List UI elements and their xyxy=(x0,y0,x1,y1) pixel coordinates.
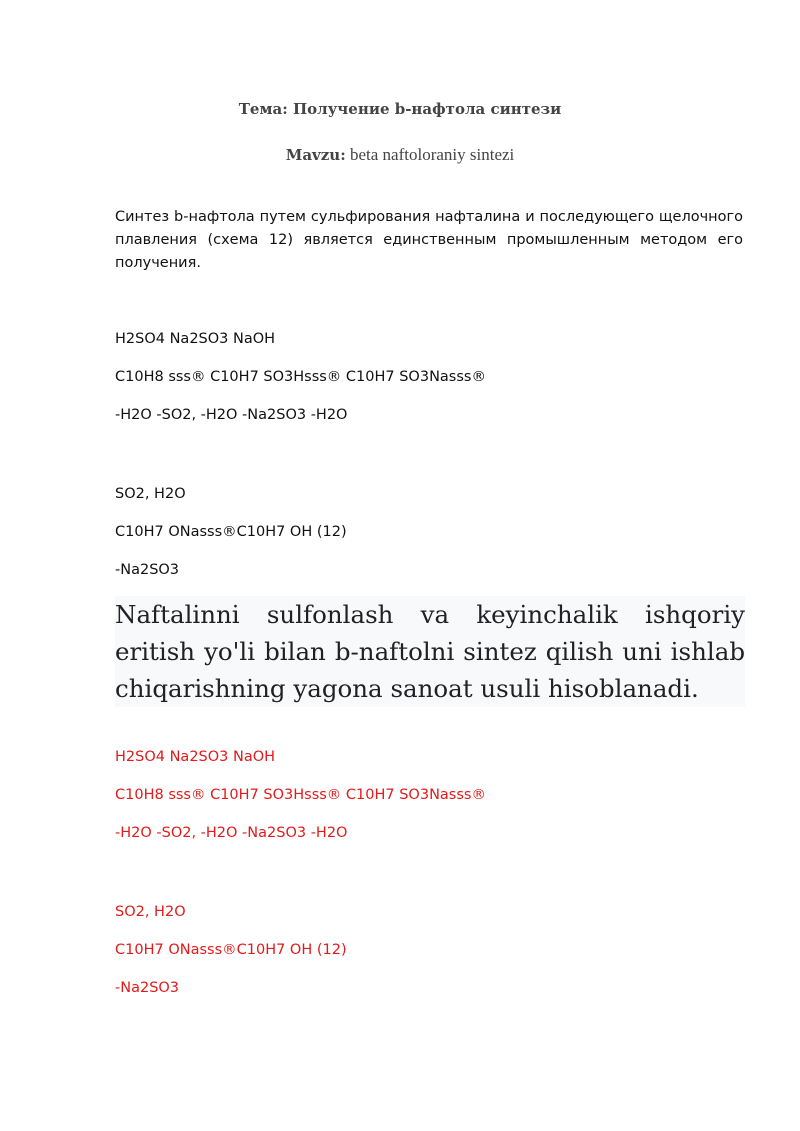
scheme-b-byproducts: -H2O -SO2, -H2O -Na2SO3 -H2O xyxy=(115,825,348,841)
scheme-a-reagents-2: SO2, H2O xyxy=(115,486,186,502)
scheme-b-reaction: C10H8 sss® C10H7 SO3Hsss® C10H7 SO3Nasss® xyxy=(115,787,486,803)
intro-paragraph: Синтез b-нафтола путем сульфирования нафталина и последующего щелочного плавления (схема 12) является единственным промышленным методом его получения. xyxy=(115,209,743,271)
scheme-b-reagents-2: SO2, H2O xyxy=(115,904,186,920)
subtitle-lead: Mavzu: xyxy=(285,146,346,164)
page-subtitle xyxy=(0,144,800,166)
subtitle-text: beta naftoloraniy sintezi xyxy=(345,145,515,164)
uzbek-paragraph: Naftalinni sulfonlash va keyinchalik ishqoriy eritish yo'li bilan b-naftolni sintez qilish uni ishlab chiqarishning yagona sanoat usuli hisoblanadi. xyxy=(115,596,745,707)
scheme-b-reagents: H2SO4 Na2SO3 NaOH xyxy=(115,749,276,765)
scheme-a-reaction-2: C10H7 ONasss®C10H7 OH (12) xyxy=(115,524,347,540)
page-title: Тема: Получение b-нафтола синтези xyxy=(238,100,562,118)
scheme-a-reaction: C10H8 sss® C10H7 SO3Hsss® C10H7 SO3Nasss® xyxy=(115,369,486,385)
scheme-a-byproducts: -H2O -SO2, -H2O -Na2SO3 -H2O xyxy=(115,407,348,423)
scheme-b-byproducts-2: -Na2SO3 xyxy=(115,980,180,996)
scheme-a-reagents: H2SO4 Na2SO3 NaOH xyxy=(115,331,276,347)
scheme-a-byproducts-2: -Na2SO3 xyxy=(115,562,180,578)
scheme-b-reaction-2: C10H7 ONasss®C10H7 OH (12) xyxy=(115,942,347,958)
